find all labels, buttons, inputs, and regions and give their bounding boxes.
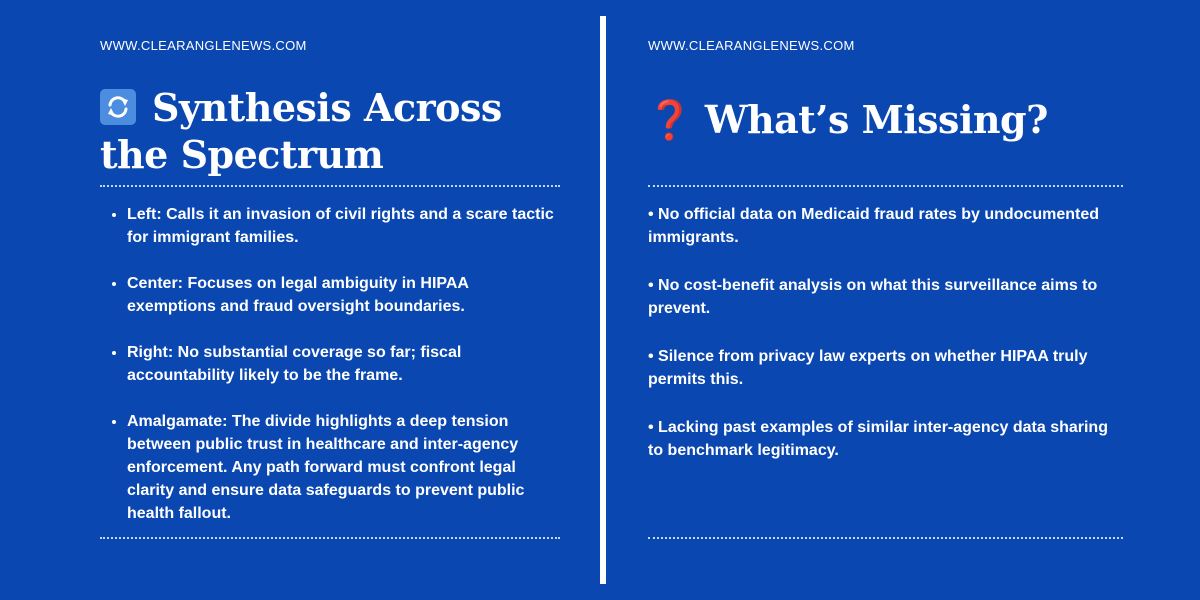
site-url: WWW.CLEARANGLENEWS.COM	[100, 38, 307, 53]
list-item: • Silence from privacy law experts on whether HIPAA truly permits this.	[648, 348, 1088, 388]
site-url: WWW.CLEARANGLENEWS.COM	[648, 38, 855, 53]
missing-list	[648, 203, 1123, 487]
top-dotted-rule	[648, 185, 1123, 187]
list-item: • Center: Focuses on legal ambiguity in HIPAA exemptions and fraud oversight boundaries.	[127, 272, 560, 318]
missing-title-text: What’s Missing?	[704, 97, 1048, 142]
list-item: • Right: No substantial coverage so far; fiscal accountability likely to be the frame.	[127, 341, 560, 387]
center-divider	[600, 16, 606, 584]
list-item: • Amalgamate: The divide highlights a deep tension between public trust in healthcare and inter-agency enforcement. Any path forward must confront legal clarity and ensure data safeguards to prevent public health fallout.	[127, 410, 560, 525]
list-item: • No cost-benefit analysis on what this surveillance aims to prevent.	[648, 277, 1098, 317]
list-item: • Lacking past examples of similar inter-agency data sharing to benchmark legitimacy.	[648, 419, 1108, 459]
question-mark-icon: ❓	[646, 98, 693, 142]
top-dotted-rule	[100, 185, 560, 187]
list-item: • No official data on Medicaid fraud rates by undocumented immigrants.	[648, 206, 1099, 246]
bottom-dotted-rule	[100, 537, 560, 539]
synthesis-title	[100, 84, 560, 178]
bottom-dotted-rule	[648, 537, 1123, 539]
missing-title	[648, 96, 1048, 144]
list-item: • Left: Calls it an invasion of civil rights and a scare tactic for immigrant families.	[127, 203, 560, 249]
synthesis-title-text: Synthesis Across the Spectrum	[100, 85, 502, 177]
refresh-icon	[100, 89, 136, 125]
synthesis-list	[100, 203, 560, 548]
